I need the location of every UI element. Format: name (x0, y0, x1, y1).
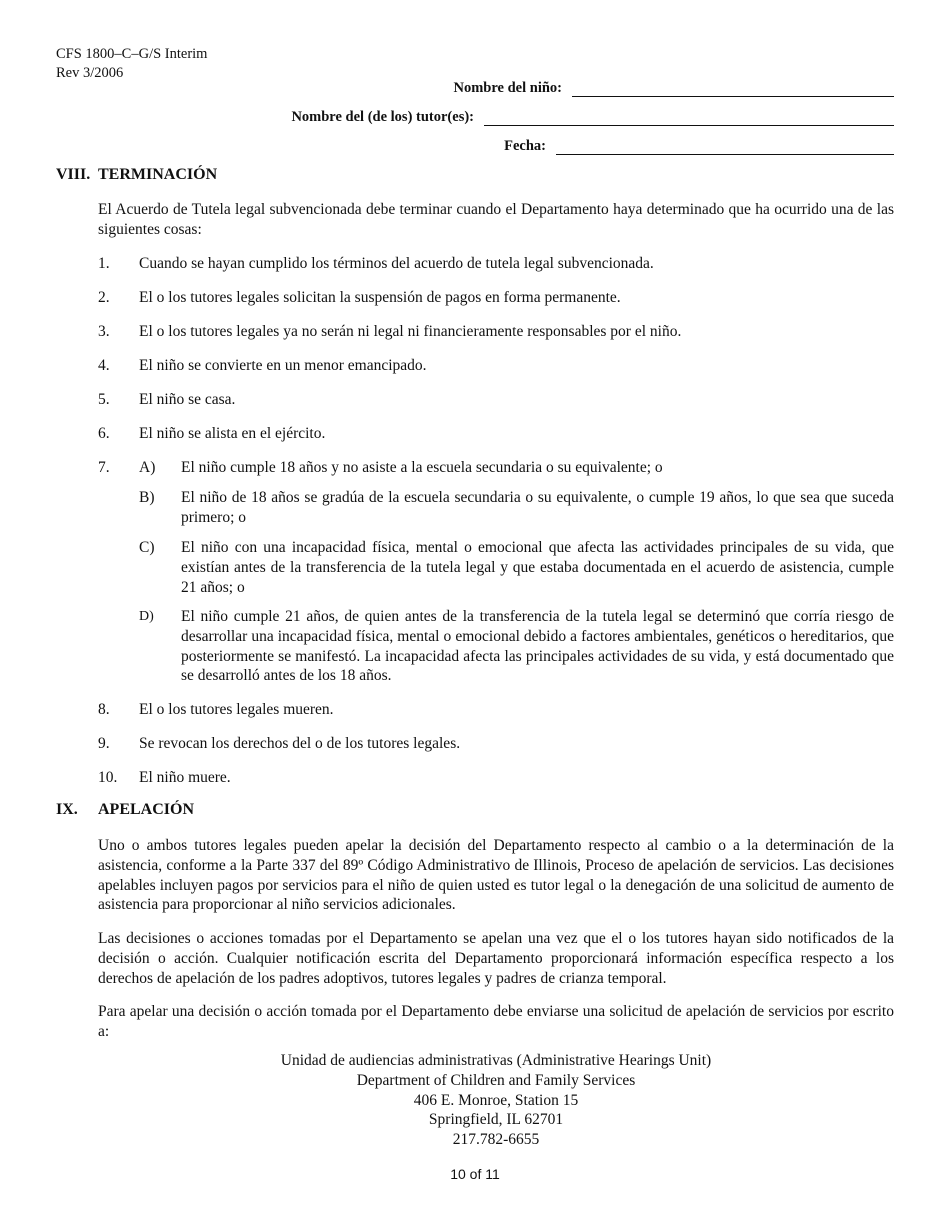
appeal-paragraph: Las decisiones o acciones tomadas por el Departamento se apelan una vez que el o los tutores hayan sido notificados de la decisión o acción. Cualquier notificación escrita del Departamento proporcionará información específica respecto a los derechos de apelación de los padres adoptivos, tutores legales y padres de crianza temporal. (98, 930, 894, 987)
list-item: 1. Cuando se hayan cumplido los términos del acuerdo de tutela legal subvencionada. (98, 255, 654, 272)
form-revision: Rev 3/2006 (56, 65, 124, 81)
guardian-name-blank[interactable] (484, 109, 894, 126)
form-number: CFS 1800–C–G/S Interim (56, 46, 208, 62)
child-name-field (454, 80, 895, 97)
date-blank[interactable] (556, 138, 894, 155)
section-viii-heading (56, 166, 217, 184)
section-number: VIII. (56, 166, 91, 183)
address-line: Springfield, IL 62701 (428, 1111, 564, 1129)
sub-item: C) El niño con una incapacidad física, mental o emocional que afecta las actividades principales de su vida, que existían antes de la transferencia de la tutela legal y que estaba documentada en el acuerdo de asistencia, cumple 21 años; o (139, 539, 894, 596)
section-number: IX. (56, 801, 78, 818)
sub-item: A) El niño cumple 18 años y no asiste a la escuela secundaria o su equivalente; o (139, 459, 663, 476)
form-identifier (56, 45, 207, 83)
child-name-label: Nombre del niño: (453, 80, 562, 96)
guardian-name-label: Nombre del (de los) tutor(es): (291, 109, 474, 125)
section-title: TERMINACIÓN (98, 166, 218, 183)
page-number: 10 of 11 (450, 1166, 500, 1182)
child-name-blank[interactable] (572, 80, 894, 97)
date-field (504, 138, 894, 155)
list-item: 9. Se revocan los derechos del o de los tutores legales. (98, 735, 461, 752)
guardian-name-field (291, 109, 894, 126)
list-item: 5. El niño se casa. (98, 391, 236, 408)
mailing-address (98, 1051, 894, 1150)
appeal-paragraph: Uno o ambos tutores legales pueden apelar la decisión del Departamento respecto al cambio o a la determinación de la asistencia, conforme a la Parte 337 del 89º Código Administrativo de Illinois, Proceso de apelación de servicios. Las decisiones apelables incluyen pagos por servicios para el niño de quien usted es tutor legal o la denegación de una solicitud de aumento de asistencia para proporcionar al niño servicios adicionales. (98, 837, 894, 914)
phone-number: 217.782-6655 (452, 1131, 540, 1149)
list-item: 7. (98, 459, 110, 476)
section-title: APELACIÓN (98, 801, 195, 818)
list-item: 8. El o los tutores legales mueren. (98, 701, 334, 718)
list-item: 10. El niño muere. (98, 769, 231, 786)
list-item: 2. El o los tutores legales solicitan la suspensión de pagos en forma permanente. (98, 289, 621, 306)
section-ix-heading (56, 801, 194, 819)
address-line: 406 E. Monroe, Station 15 (413, 1091, 579, 1109)
appeal-paragraph: Para apelar una decisión o acción tomada por el Departamento debe enviarse una solicitud de apelación de servicios por escrito a: (98, 1003, 894, 1040)
list-item: 3. El o los tutores legales ya no serán ni legal ni financieramente responsables por el niño. (98, 323, 682, 340)
list-item: 4. El niño se convierte en un menor emancipado. (98, 357, 427, 374)
sub-item: B) El niño de 18 años se gradúa de la escuela secundaria o su equivalente, o cumple 19 años, lo que sea que suceda primero; o (139, 489, 894, 526)
address-line: Unidad de audiencias administrativas (Administrative Hearings Unit) (280, 1052, 712, 1069)
address-line: Department of Children and Family Services (356, 1071, 636, 1089)
list-item: 6. El niño se alista en el ejército. (98, 425, 326, 442)
date-label: Fecha: (504, 138, 546, 154)
termination-intro: El Acuerdo de Tutela legal subvencionada debe terminar cuando el Departamento haya determinado que ha ocurrido una de las siguientes cosas: (98, 201, 894, 238)
sub-item: D) El niño cumple 21 años, de quien antes de la transferencia de la tutela legal se determinó que corría riesgo de desarrollar una incapacidad física, mental o emocional debido a factores ambientales, genéticos o hereditarios, que posteriormente se manifestó. La incapacidad afecta las principales actividades de su vida, y está documentado que se desarrolló antes de los 18 años. (139, 608, 894, 685)
